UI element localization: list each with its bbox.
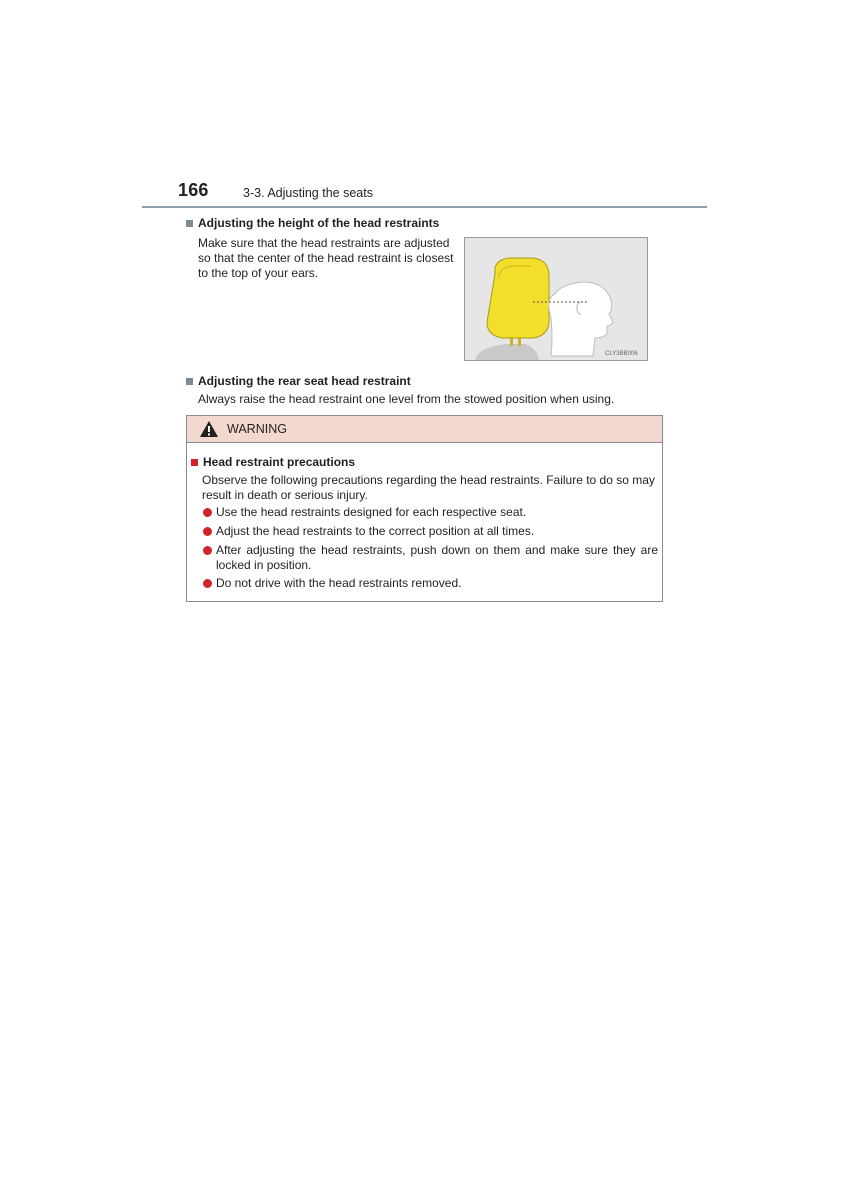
head-restraint-figure — [464, 237, 648, 361]
bullet-text: After adjusting the head restraints, push down on them and make sure they are locked in position. — [216, 543, 658, 572]
warning-header — [187, 416, 662, 443]
warning-bullet — [202, 505, 658, 520]
warning-heading-text: Head restraint precautions — [203, 455, 356, 469]
page-number: 166 — [178, 180, 209, 200]
text-line: result in death or serious injury. — [202, 488, 368, 502]
warning-intro — [202, 473, 657, 503]
text-line: Make sure that the head restraints are adjusted — [198, 236, 450, 250]
red-bullet-icon — [203, 508, 212, 517]
text-line: so that the center of the head restraint is closest — [198, 251, 454, 265]
red-bullet-icon — [203, 527, 212, 536]
header-divider — [142, 206, 707, 208]
text-line: to the top of your ears. — [198, 266, 319, 280]
height-instructions — [198, 236, 453, 281]
warning-title: WARNING — [227, 422, 287, 436]
red-square-bullet-icon — [191, 459, 198, 466]
heading-rear-seat-restraint — [186, 374, 411, 388]
rear-seat-instructions: Always raise the head restraint one level from the stowed position when using. — [198, 392, 615, 406]
warning-box — [186, 415, 663, 602]
heading-text: Adjusting the rear seat head restraint — [198, 374, 411, 388]
square-bullet-icon — [186, 378, 193, 385]
warning-bullet — [202, 543, 658, 573]
figure-code: CLY3BB006 — [605, 351, 638, 357]
warning-bullet — [202, 576, 658, 591]
warning-heading — [191, 455, 355, 469]
warning-bullet — [202, 524, 658, 539]
bullet-text: Adjust the head restraints to the correct position at all times. — [216, 524, 535, 538]
head-restraint-illustration-icon — [465, 238, 647, 360]
bullet-text: Do not drive with the head restraints removed. — [216, 576, 462, 590]
red-bullet-icon — [203, 546, 212, 555]
red-bullet-icon — [203, 579, 212, 588]
section-title: 3-3. Adjusting the seats — [243, 186, 373, 200]
heading-text: Adjusting the height of the head restraints — [198, 216, 440, 230]
text-line: Observe the following precautions regarding the head restraints. Failure to do so may — [202, 473, 655, 487]
bullet-text: Use the head restraints designed for each respective seat. — [216, 505, 527, 519]
heading-head-restraint-height — [186, 216, 439, 230]
square-bullet-icon — [186, 220, 193, 227]
warning-triangle-icon — [199, 420, 219, 438]
